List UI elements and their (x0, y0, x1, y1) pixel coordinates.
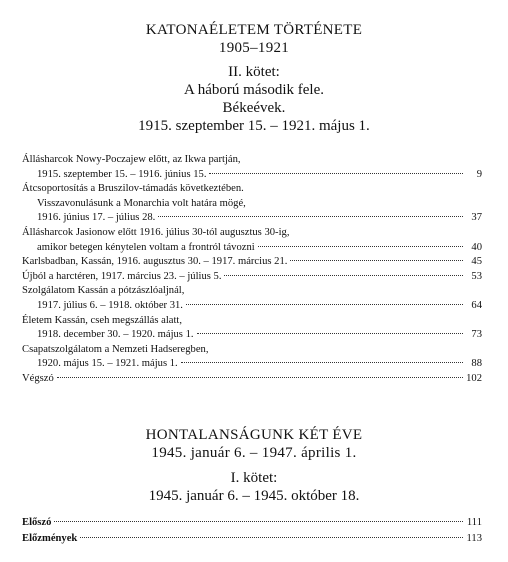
part1-volume: II. kötet: (228, 64, 280, 80)
leader-dots (197, 333, 463, 334)
page-number: 113 (466, 532, 482, 544)
leader-dots (57, 377, 463, 378)
part2-volume: I. kötet: (230, 470, 278, 486)
page-number: 53 (471, 270, 482, 282)
part1-dates: 1915. szeptember 15. – 1921. május 1. (138, 118, 370, 134)
part1-years: 1905–1921 (218, 40, 290, 56)
toc-entry-6[interactable]: 1917. július 6. – 1918. október 31. 64 (22, 299, 482, 314)
toc-entry-6-line-1: Szolgálatom Kassán a pótzászlóaljnál, (22, 285, 185, 297)
toc-entry-8-line-1: Csapatszolgálatom a Nemzeti Hadseregben, (22, 343, 209, 355)
part1-subtitle-1: A háború második fele. (184, 82, 324, 98)
page-number: 40 (471, 241, 482, 253)
part2-volume-dates: 1945. január 6. – 1945. október 18. (148, 488, 360, 504)
page-number: 111 (466, 517, 482, 528)
page-number: 64 (471, 299, 482, 311)
toc-entry-7[interactable]: 1918. december 30. – 1920. május 1. 73 (22, 328, 482, 343)
toc-entry-3-line-1: Állásharcok Jasionow előtt 1916. július 30-tól augusztus 30-ig, (22, 226, 290, 238)
toc-entry-4[interactable]: Karlsbadban, Kassán, 1916. augusztus 30. – 1917. március 21. 45 (22, 255, 482, 270)
toc2-entry-antecedents[interactable]: Előzmények 113 (22, 531, 482, 547)
toc-entry-1[interactable]: 1915. szeptember 15. – 1916. június 15. 9 (22, 168, 482, 183)
leader-dots (209, 173, 463, 174)
leader-dots (181, 362, 463, 363)
leader-dots (290, 260, 463, 261)
toc-entry-5[interactable]: Újból a harctéren, 1917. március 23. – július 5. 53 (22, 270, 482, 285)
toc-entry-9[interactable]: Végszó 102 (22, 372, 482, 387)
toc-entry-8[interactable]: 1920. május 15. – 1921. május 1. 88 (22, 357, 482, 372)
toc-entry-3[interactable]: amikor betegen kénytelen voltam a frontról távozni 40 (22, 241, 482, 256)
leader-dots (54, 521, 463, 522)
page-number: 73 (471, 329, 482, 341)
leader-dots (224, 275, 463, 276)
toc-part1 (22, 153, 482, 387)
page-number: 88 (471, 358, 482, 370)
leader-dots (80, 537, 463, 538)
toc-part2 (22, 515, 482, 546)
part1-title: KATONAÉLETEM TÖRTÉNETE (145, 22, 363, 38)
toc-entry-2-line-1: Átcsoportosítás a Bruszilov-támadás következtében. (22, 183, 244, 195)
page-number: 102 (466, 372, 482, 384)
toc-entry-2-line-2: Visszavonulásunk a Monarchia volt határa mögé, (37, 197, 246, 209)
leader-dots (158, 216, 463, 217)
page-number: 9 (476, 168, 482, 180)
leader-dots (186, 304, 463, 305)
part2-dates: 1945. január 6. – 1947. április 1. (151, 445, 357, 461)
leader-dots (258, 246, 463, 247)
part2-title: HONTALANSÁGUNK KÉT ÉVE (145, 427, 363, 443)
toc-entry-1-line-1: Állásharcok Nowy-Poczajew előtt, az Ikwa partján, (22, 154, 241, 165)
part1-subtitle-2: Békeévek. (222, 100, 286, 116)
page-number: 45 (471, 256, 482, 268)
page-number: 37 (471, 212, 482, 224)
toc-entry-7-line-1: Életem Kassán, cseh megszállás alatt, (22, 314, 183, 326)
toc-entry-2[interactable]: 1916. június 17. – július 28. 37 (22, 211, 482, 226)
toc2-entry-foreword[interactable]: Előszó 111 (22, 515, 482, 531)
